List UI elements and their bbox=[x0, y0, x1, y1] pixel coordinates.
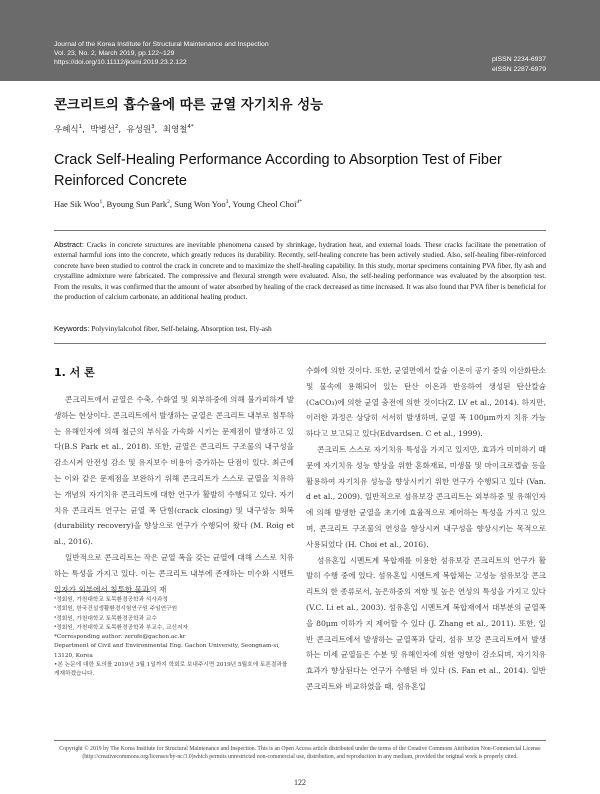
pissn: pISSN 2234-6937 bbox=[491, 56, 546, 63]
body-paragraph: 섬유혼입 시멘트계 복합재를 이용한 섬유보강 콘크리트의 연구가 활발히 수행 중에 있다. 섬유혼입 시멘트계 복합체는 고성능 섬유보강 콘크리트의 한 종류로서, 높은하중의 저항 및 높은 연성의 특성을 가지고 있다 (V.C. Li et al., 2003). 섬유혼입 시멘트계 복합재에서 대부분의 균열폭을 80μm 이하가 지 제어할 수 있다 (J. Zhang et al., 2011). 또한, 일반 콘크리트에서 발생하는 균열폭과 달리, 섬유 보강 콘크리트에서 발생하는 미세 균열들은 수분 및 유해인자에 의한 영향이 감소되며, 자기치유 효과가 향상된다는 연구가 수행된 바 있다 (S. Fan et al., 2014). 일반 콘크리트와 비교하였을 때, 섬유혼입 bbox=[306, 555, 546, 691]
right-column bbox=[306, 363, 546, 695]
keywords-block bbox=[54, 324, 546, 333]
author-name: 박병선 bbox=[90, 125, 115, 135]
abstract-label: Abstract: bbox=[54, 240, 84, 249]
eissn: eISSN 2287-6979 bbox=[491, 66, 546, 73]
abstract-text: Cracks in concrete structures are inevitable phenomena caused by shrinkage, hydration heat, and external loads. These cracks facilitate the penetration of external harmful ions into the concrete, which greatly reduces its durability. Recently, self-healing concrete has been actively studied. Also, self-healing fiber-reinforced concrete have been studied to control the crack in concrete and to maximize the shelf-healing capability. In this study, mortar specimens containing PVA fiber, fly ash and crystalline admixture were fabricated. The compressive and flexural strength were evaluated. Also, the self-healing performance was evaluated by the absorption test. From the results, it was confirmed that the amount of water absorbed by healing of the crack decreased as time increased. It was also found that PVA fiber is beneficial for the production of calcium carbonate, an additional healing product. bbox=[54, 241, 547, 302]
journal-name: Journal of the Korea Institute for Structural Maintenance and Inspection bbox=[54, 41, 269, 48]
author-name: Byoung Sun Park bbox=[106, 199, 168, 209]
authors-korean: 우혜식$^1$, 박병선$^2$, 유성원$^3$, 최영철$^{4*}$ bbox=[54, 124, 194, 135]
footnote-affiliation: ⁴정회원, 가천대학교 토목환경공학과 부교수, 교신저자 bbox=[54, 624, 188, 631]
footnote-affiliation: ²정회원, 한국건설생활환경시험연구원 주임연구원 bbox=[54, 606, 178, 613]
author-affiliation-mark: 4* bbox=[296, 199, 302, 206]
journal-doi-link[interactable]: https://doi.org/10.11112/jksmi.2019.23.2.122 bbox=[54, 59, 187, 66]
author-affiliation-mark: 2 bbox=[114, 124, 119, 131]
author-name: Hae Sik Woo bbox=[54, 199, 100, 209]
author-name: 우혜식 bbox=[54, 125, 79, 135]
author-affiliation-mark: 1 bbox=[99, 199, 103, 206]
author-affiliation-mark: 3 bbox=[151, 124, 155, 131]
body-paragraph: 일반적으로 콘크리트는 작은 균열 폭을 갖는 균열에 대해 스스로 치유하는 특성을 가지고 있다. 이는 콘크리트 내부에 존재하는 미수화 시멘트 입자가 외부에서 침투한 물과의 재 bbox=[54, 552, 294, 594]
left-column bbox=[54, 392, 294, 597]
abstract-bottom-rule bbox=[54, 343, 546, 344]
footnote-affiliation: ³정회원, 가천대학교 토목환경공학과 교수 bbox=[54, 615, 157, 622]
department-address: Department of Civil and Environmental Eng. Gachon University, Seongnam-si, 13120, Korea bbox=[54, 643, 280, 659]
copyright-rule bbox=[54, 740, 546, 741]
author-affiliation-mark: 3 bbox=[225, 199, 229, 206]
discussion-note: •본 논문에 대한 토의를 2019년 3월 1일까지 학회로 보내주시면 2019년 5월호에 토론결과를 게재하겠습니다. bbox=[54, 662, 288, 678]
title-korean: 콘크리트의 흡수율에 따른 균열 자기치유 성능 bbox=[54, 98, 324, 113]
footnote-rule bbox=[54, 591, 150, 592]
author-name: Sung Won Yoo bbox=[174, 199, 226, 209]
journal-header-band bbox=[0, 0, 600, 81]
issn-block bbox=[492, 55, 546, 75]
keywords-label: Keywords: bbox=[54, 324, 90, 333]
page-number: 122 bbox=[294, 778, 306, 787]
author-affiliation-mark: 4* bbox=[187, 124, 194, 131]
abstract-block bbox=[54, 240, 546, 303]
footnotes-block bbox=[54, 596, 294, 680]
author-affiliation-mark: 2 bbox=[167, 199, 170, 206]
author-affiliation-mark: 1 bbox=[78, 124, 83, 131]
section-heading-introduction: 1. 서 론 bbox=[54, 366, 95, 379]
corresponding-author: *Corresponding author: zerofe@gachon.ac.kr bbox=[54, 634, 186, 641]
body-paragraph: 수화에 의한 것이다. 또한, 균열면에서 칼슘 이온이 공기 중의 이산화탄소 및 물속에 용해되어 있는 탄산 이온과 반응하여 생성된 탄산칼슘(CaCO₃)에 의한 균열 충전에 의한 것이다(Z. LV et al., 2014). 하지만, 이러한 과정은 상당히 서서히 발생하며, 균열 폭 100μm까지 치유 가능하다고 보고되고 있다(Edvardsen. C et al., 1999). bbox=[306, 366, 546, 439]
abstract-top-rule bbox=[54, 230, 546, 231]
footnote-affiliation: ¹정회원, 가천대학교 토목환경공학과 석사과정 bbox=[54, 597, 168, 603]
keywords-text: Polyvinylalcohol fiber, Self-helaing, Absorption test, Fly-ash bbox=[91, 324, 272, 333]
journal-volume: Vol. 23, No. 2, March 2019, pp.122~129 bbox=[54, 50, 175, 57]
copyright-notice: Copyright © 2019 by The Korea Institute for Structural Maintenance and Inspection. This is an Open Access article distributed under the terms of the Creative Commons Attribution Non-Commercial License (http://creativecommons.org/licenses/by-nc/3.0)which permits unrestricted non-commercial use, distribution, and reproduction in any medium, provided the original work is properly cited. bbox=[59, 746, 541, 760]
journal-citation bbox=[54, 40, 269, 67]
authors-english: Hae Sik Woo$^1$, Byoung Sun Park$^2$, Sung Won Yoo$^3$, Young Cheol Choi$^{4*}$ bbox=[54, 199, 302, 209]
author-name: 유성원 bbox=[126, 125, 152, 135]
title-english: Crack Self-Healing Performance According to Absorption Test of Fiber Reinforced Concrete bbox=[54, 152, 502, 189]
author-name: Young Cheol Choi bbox=[232, 199, 297, 209]
body-paragraph: 콘크리트에서 균열은 수축, 수화열 및 외부하중에 의해 불가피하게 발생하는 현상이다. 콘크리트에서 발생하는 균열은 콘크리트 내부로 침투하는 유해인자에 의해 철근의 부식을 가속화 시키는 문제점이 발생하고 있다(B.S Park et al., 2018). 또한, 균열은 콘크리트 구조물의 내구성을 감소시켜 안전성 감소 및 유지보수 비용이 증가하는 단점이 있다. 최근에는 이와 같은 문제점을 보완하기 위해 콘크리트가 스스로 균열을 치유하는 개념의 자기치유 콘크리트에 대한 연구가 활발히 수행되고 있다. 자기치유 콘크리트 연구는 균열 폭 단힘(crack closing) 및 내구성능 회복(durability recovery)을 향상으로 연구가 수행되어 왔다 (M. Roig et al., 2016). bbox=[54, 395, 294, 547]
author-name: 최영철 bbox=[162, 125, 188, 135]
body-paragraph: 콘크리트 스스로 자기치유 특성을 가지고 있지만, 효과가 미미하기 때문에 자기치유 성능 향상을 위한 혼화재료, 미생물 및 마이크로캡슐 등을 활용하여 자기치유 성능을 향상시키기 위한 연구가 수행되고 있다 (Van. d et al., 2009). 일반적으로 섬유보강 콘크리트는 외부하중 및 유해인자에 의해 발생한 균열을 초기에 효율적으로 제어하는 특성을 가지고 있으며, 콘크리트 구조물의 연성을 향상시켜 내구성을 향상시키는 목적으로 사용되었다 (H. Choi et al., 2016). bbox=[306, 444, 546, 549]
